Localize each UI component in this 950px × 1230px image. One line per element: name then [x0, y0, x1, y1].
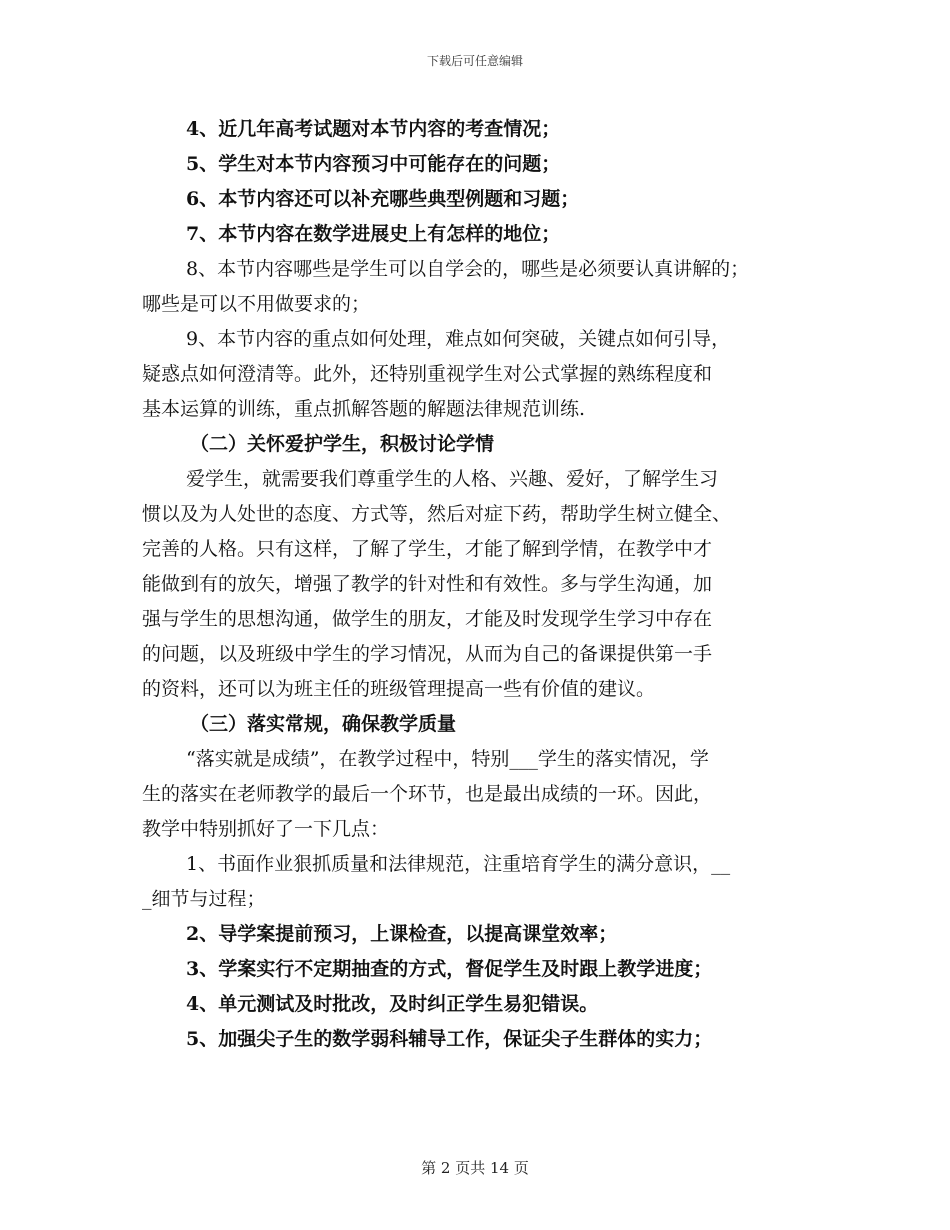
list-item: 6、本节内容还可以补充哪些典型例题和习题；	[186, 188, 580, 210]
section-heading: （二）关怀爱护学生，积极讨论学情	[190, 433, 495, 455]
paragraph-line: 完善的人格。只有这样，了解了学生，才能了解到学情，在教学中才	[142, 538, 713, 560]
paragraph-line: 强与学生的思想沟通，做学生的朋友，才能及时发现学生学习中存在	[142, 608, 713, 630]
list-item-continuation: 疑惑点如何澄清等。此外，还特别重视学生对公式掌握的熟练程度和	[142, 363, 713, 385]
list-item: 3、学案实行不定期抽查的方式，督促学生及时跟上教学进度；	[186, 958, 713, 980]
paragraph-line: 惯以及为人处世的态度、方式等，然后对症下药，帮助学生树立健全、	[142, 503, 732, 525]
list-item: 5、学生对本节内容预习中可能存在的问题；	[186, 153, 561, 175]
paragraph-line: 能做到有的放矢，增强了教学的针对性和有效性。多与学生沟通，加	[142, 573, 713, 595]
paragraph-line: 爱学生，就需要我们尊重学生的人格、兴趣、爱好，了解学生习	[186, 468, 719, 490]
list-item: 7、本节内容在数学进展史上有怎样的地位；	[186, 223, 561, 245]
document-body	[142, 112, 822, 1057]
paragraph-line: 教学中特别抓好了一下几点：	[142, 818, 390, 840]
list-item-continuation: _细节与过程；	[142, 888, 266, 910]
list-item: 2、导学案提前预习，上课检查，以提高课堂效率；	[186, 923, 618, 945]
paragraph-line: 生的落实在老师教学的最后一个环节，也是最出成绩的一环。因此，	[142, 783, 713, 805]
paragraph-line: 的资料，还可以为班主任的班级管理提高一些有价值的建议。	[142, 678, 656, 700]
section-heading: （三）落实常规，确保教学质量	[190, 713, 457, 735]
list-item: 9、本节内容的重点如何处理，难点如何突破，关键点如何引导，	[186, 328, 731, 350]
list-item: 4、单元测试及时批改，及时纠正学生易犯错误。	[186, 993, 599, 1015]
page-number: 第 2 页共 14 页	[421, 1159, 529, 1177]
list-item-continuation: 哪些是可以不用做要求的；	[142, 293, 371, 315]
list-item-continuation: 基本运算的训练，重点抓解答题的解题法律规范训练.	[142, 398, 586, 420]
list-item: 4、近几年高考试题对本节内容的考查情况；	[186, 118, 561, 140]
list-item: 1、书面作业狠抓质量和法律规范，注重培育学生的满分意识，__	[186, 853, 731, 875]
list-item: 8、本节内容哪些是学生可以自学会的，哪些是必须要认真讲解的；	[186, 258, 750, 280]
paragraph-line: 的问题，以及班级中学生的学习情况，从而为自己的备课提供第一手	[142, 643, 713, 665]
list-item: 5、加强尖子生的数学弱科辅导工作，保证尖子生群体的实力；	[186, 1028, 713, 1050]
page-header: 下载后可任意编辑	[426, 54, 523, 68]
paragraph-line: “落实就是成绩”，在教学过程中，特别___学生的落实情况，学	[186, 748, 709, 770]
